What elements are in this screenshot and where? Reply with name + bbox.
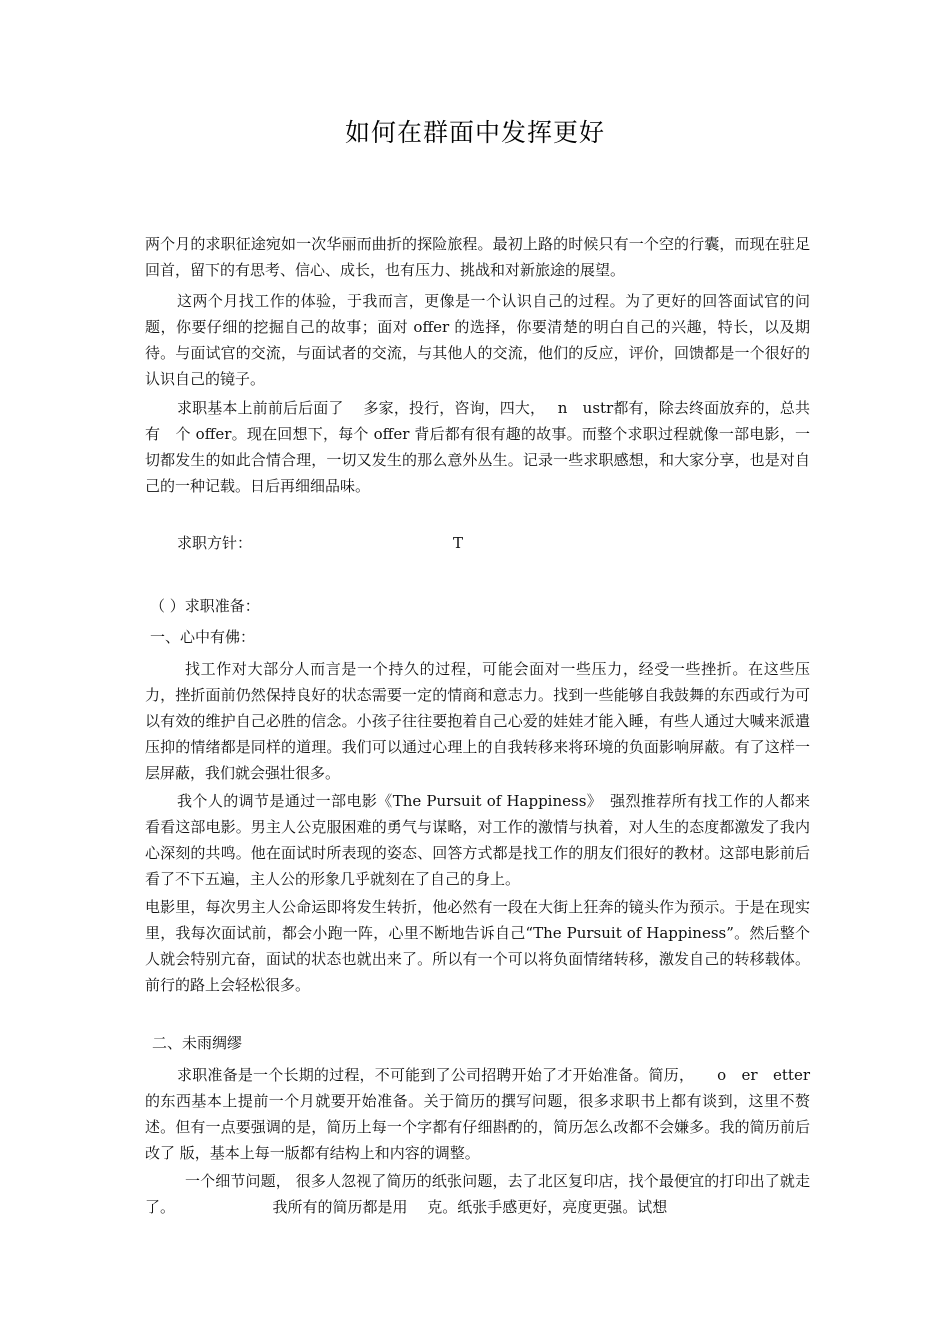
subsection-1-paragraph-3: 电影里，每次男主人公命运即将发生转折，他必然有一段在大街上狂奔的镜头作为预示。于是在现实里，我每次面试前，都会小跑一阵，心里不断地告诉自己“The Pursuit of Happiness”。然后整个人就会特别亢奋，面试的状态也就出来了。所以有一个可以将负面情绪转移，激发自己的转移载体。前行的路上会轻松很多。: [145, 898, 810, 994]
section-heading: （ ）求职准备：: [150, 597, 260, 615]
subsection-2-paragraph-1: 求职准备是一个长期的过程，不可能到了公司招聘开始了才开始准备。简历， o er etter的东西基本上提前一个月就要开始准备。关于简历的撰写问题，很多求职书上都有谈到，这里不赘述。但有一点要强调的是，简历上每一个字都有仔细斟酌的，简历怎么改都不会嫌多。我的简历前后改了 版，基本上每一版都有结构上和内容的调整。: [145, 1066, 810, 1162]
intro-paragraph-3: 求职基本上前前后后面了 多家，投行，咨询，四大， n ustr都有，除去终面放弃的，总共有 个 offer。现在回想下，每个 offer 背后都有很有趣的故事。而整个求职过程就像一部电影，一切都发生的如此合情合理，一切又发生的那么意外丛生。记录一些求职感想，和大家分享，也是对自己的一种记载。日后再细细品味。: [145, 399, 810, 495]
subsection-1-paragraph-1: 找工作对大部分人而言是一个持久的过程，可能会面对一些压力，经受一些挫折。在这些压力，挫折面前仍然保持良好的状态需要一定的情商和意志力。找到一些能够自我鼓舞的东西或行为可以有效的维护自己必胜的信念。小孩子往往要抱着自己心爱的娃娃才能入睡，有些人通过大喊来派遣压抑的情绪都是同样的道理。我们可以通过心理上的自我转移来将环境的负面影响屏蔽。有了这样一层屏蔽，我们就会强壮很多。: [145, 660, 810, 782]
intro-paragraph-2: 这两个月找工作的体验，于我而言，更像是一个认识自己的过程。为了更好的回答面试官的问题，你要仔细的挖掘自己的故事；面对 offer 的选择，你要清楚的明白自己的兴趣，特长，以及期待。与面试官的交流，与面试者的交流，与其他人的交流，他们的反应，评价，回馈都是一个很好的认识自己的镜子。: [145, 292, 810, 388]
document-title: 如何在群面中发挥更好: [344, 118, 605, 147]
policy-label: 求职方针：: [177, 534, 253, 552]
subsection-2-paragraph-2: 一个细节问题， 很多人忽视了简历的纸张问题，去了北区复印店，找个最便宜的打印出了就走了。 我所有的简历都是用 克。纸张手感更好，亮度更强。试想: [145, 1172, 810, 1216]
intro-paragraph-1: 两个月的求职征途宛如一次华丽而曲折的探险旅程。最初上路的时候只有一个空的行囊，而现在驻足回首，留下的有思考、信心、成长，也有压力、挑战和对新旅途的展望。: [145, 235, 810, 279]
policy-value: T: [453, 534, 464, 552]
subsection-2-heading: 二、未雨绸缪: [152, 1034, 243, 1052]
subsection-1-paragraph-2: 我个人的调节是通过一部电影《The Pursuit of Happiness》 强烈推荐所有找工作的人都来看看这部电影。男主人公克服困难的勇气与谋略，对工作的激情与执着，对人生的态度都激发了我内心深刻的共鸣。他在面试时所表现的姿态、回答方式都是找工作的朋友们很好的教材。这部电影前后看了不下五遍，主人公的形象几乎就刻在了自己的身上。: [145, 792, 810, 888]
subsection-1-heading: 一、心中有佛：: [150, 628, 256, 646]
